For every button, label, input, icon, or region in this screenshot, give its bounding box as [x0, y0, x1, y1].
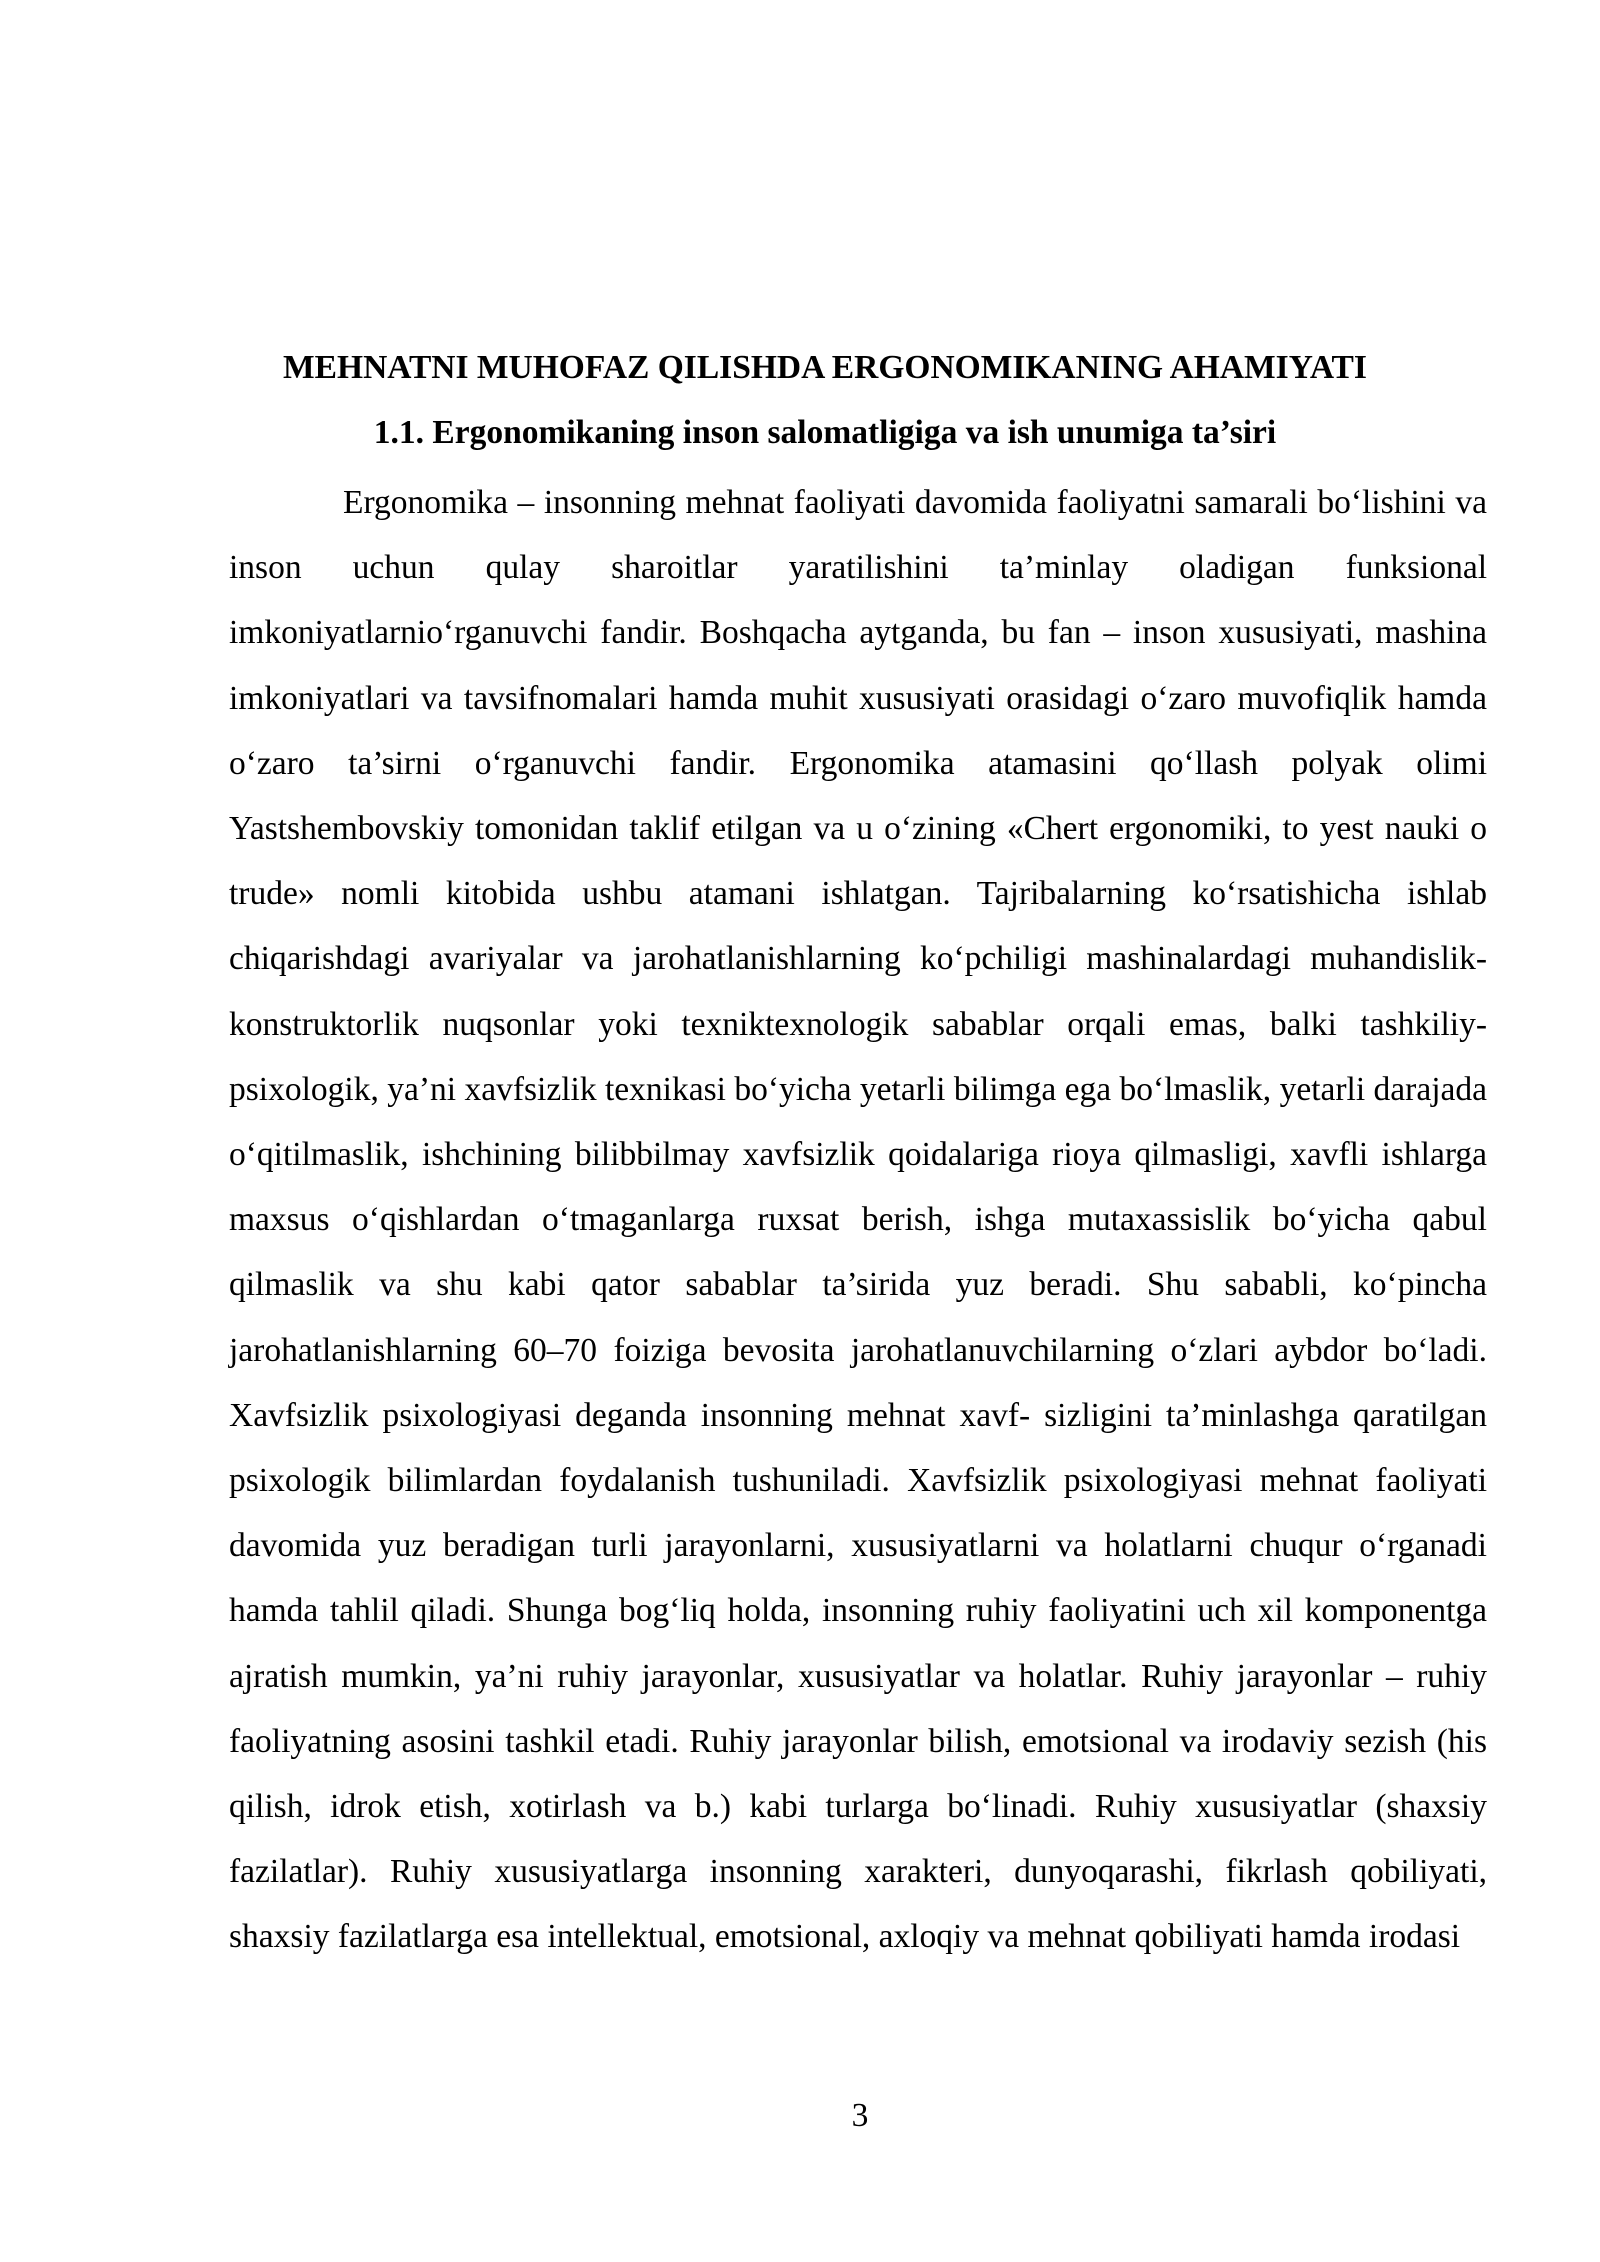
- section-heading: 1.1. Ergonomikaning inson salomatligiga va ish unumiga ta’siri: [373, 414, 1277, 451]
- document-title: MEHNATNI MUHOFAZ QILISHDA ERGONOMIKANING AHAMIYATI: [283, 349, 1367, 386]
- page-number: 3: [851, 2097, 869, 2134]
- body-paragraph: Ergonomika – insonning mehnat faoliyati davomida faoliyatni samarali bo‘lishini va inson uchun qulay sharoitlar yaratilishini ta’minlay oladigan funksional imkoniyatlarnio‘rganuvchi fandir. Boshqacha aytganda, bu fan – inson xususiyati, mashina imkoniyatlari va tavsifnomalari hamda muhit xususiyati orasidagi o‘zaro muvofiqlik hamda o‘zaro ta’sirni o‘rganuvchi fandir. Ergonomika atamasini qo‘llash polyak olimi Yastshembovskiy tomonidan taklif etilgan va u o‘zining «Chert ergonomiki, to yest nauki o trude» nomli kitobida ushbu atamani ishlatgan. Tajribalarning ko‘rsatishicha ishlab chiqarishdagi avariyalar va jarohatlanishlarning ko‘pchiligi mashinalardagi muhandislik-konstruktorlik nuqsonlar yoki texniktexnologik sabablar orqali emas, balki tashkiliy-psixologik, ya’ni xavfsizlik texnikasi bo‘yicha yetarli bilimga ega bo‘lmaslik, yetarli darajada o‘qitilmaslik, ishchining bilibbilmay xavfsizlik qoidalariga rioya qilmasligi, xavfli ishlarga maxsus o‘qishlardan o‘tmaganlarga ruxsat berish, ishga mutaxassislik bo‘yicha qabul qilmaslik va shu kabi qator sabablar ta’sirida yuz beradi. Shu sababli, ko‘pincha jarohatlanishlarning 60–70 foiziga bevosita jarohatlanuvchilarning o‘zlari aybdor bo‘ladi. Xavfsizlik psixologiyasi deganda insonning mehnat xavf- sizligini ta’minlashga qaratilgan psixologik bilimlardan foydalanish tushuniladi. Xavfsizlik psixologiyasi mehnat faoliyati davomida yuz beradigan turli jarayonlarni, xususiyatlarni va holatlarni chuqur o‘rganadi hamda tahlil qiladi. Shunga bog‘liq holda, insonning ruhiy faoliyatini uch xil komponentga ajratish mumkin, ya’ni ruhiy jarayonlar, xususiyatlar va holatlar. Ruhiy jarayonlar – ruhiy faoliyatning asosini tashkil etadi. Ruhiy jarayonlar bilish, emotsional va irodaviy sezish (his qilish, idrok etish, xotirlash va b.) kabi turlarga bo‘linadi. Ruhiy xususiyatlar (shaxsiy fazilatlar). Ruhiy xususiyatlarga insonning xarakteri, dunyoqarashi, fikrlash qobiliyati, shaxsiy fazilatlarga esa intellektual, emotsional, axloqiy va mehnat qobiliyati hamda irodasi: [229, 484, 1487, 1956]
